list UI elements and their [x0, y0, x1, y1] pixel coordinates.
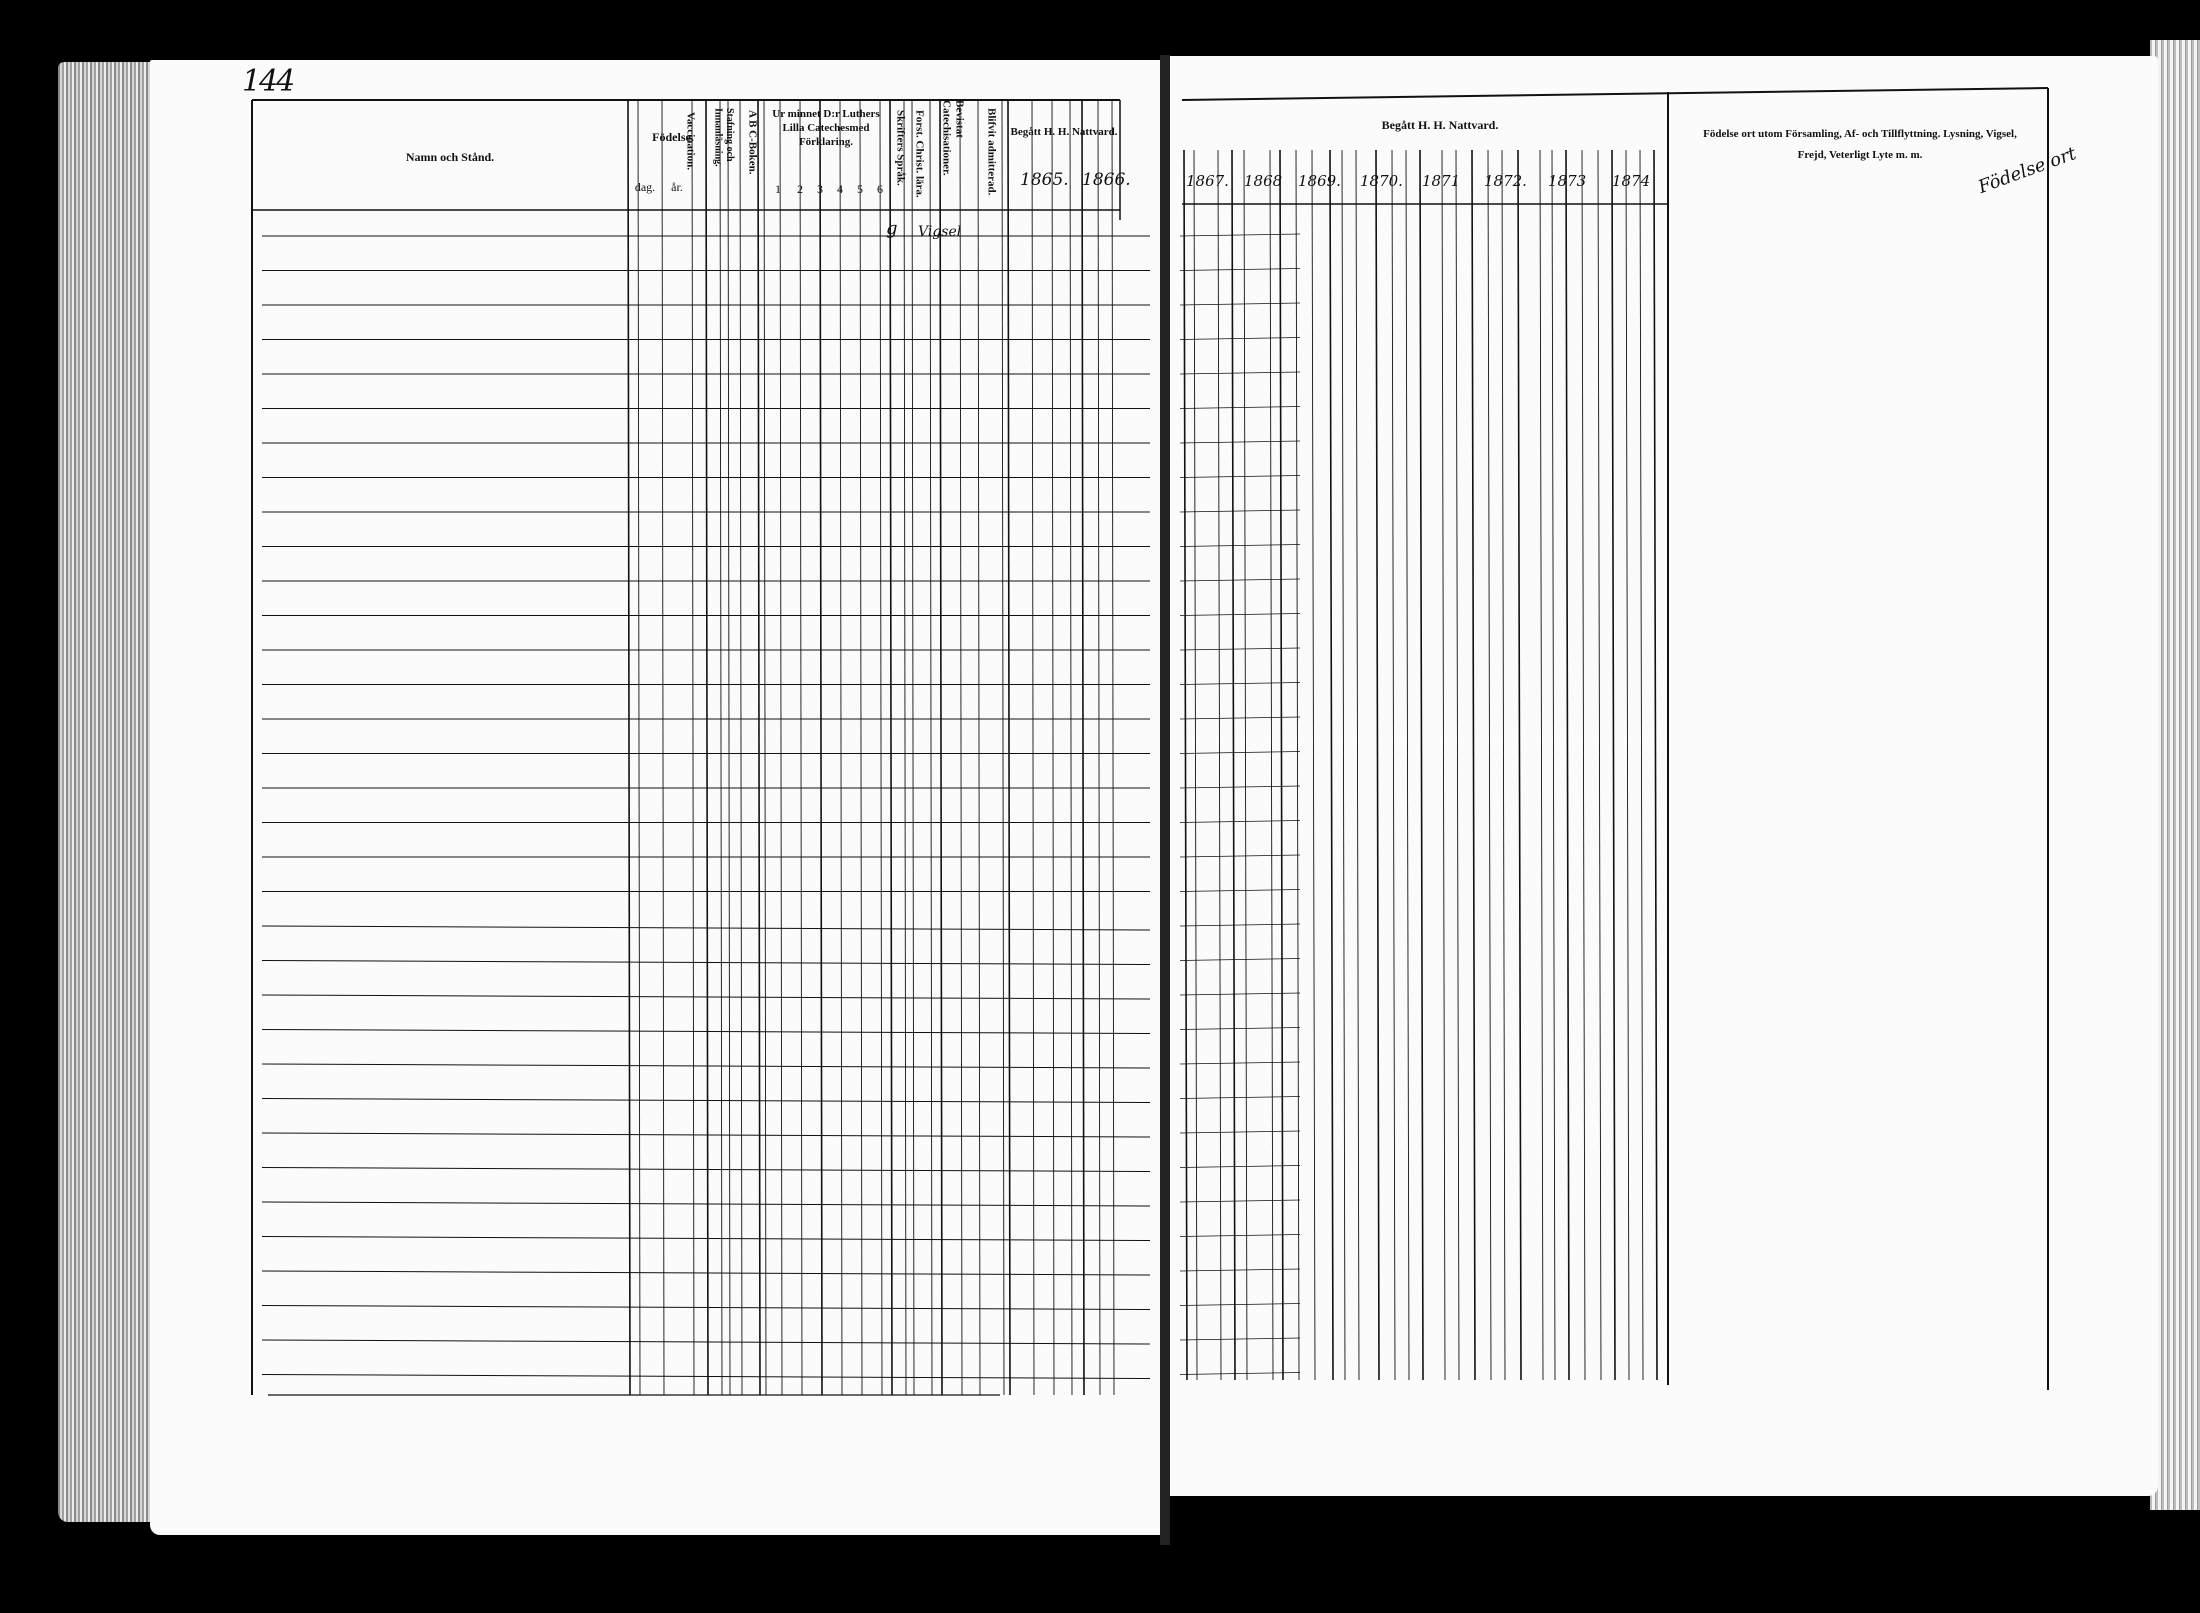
right-row-stub [1180, 372, 1300, 374]
right-row-stub [1180, 510, 1300, 512]
catechism-number: 6 [877, 182, 883, 196]
left-column-line [890, 100, 892, 1395]
right-column-line [1270, 150, 1273, 1380]
right-column-line [1612, 150, 1615, 1380]
left-column-line [638, 100, 640, 1395]
right-column-line [1598, 150, 1601, 1380]
header-reading: Stafning och Innanläsning. [712, 108, 735, 167]
left-row-line [262, 1271, 1150, 1275]
left-row-line [262, 1375, 1150, 1379]
left-column-line [628, 100, 630, 1395]
right-column-line [1244, 150, 1247, 1380]
year-label: 1873 [1548, 172, 1587, 190]
left-column-line [740, 100, 742, 1395]
header-abc-book: A B C-Boken. [746, 110, 759, 175]
left-column-line [692, 100, 694, 1395]
right-row-stub [1180, 269, 1300, 271]
right-column-line [1566, 150, 1569, 1380]
catechism-number: 3 [817, 182, 823, 196]
right-column-line [1420, 150, 1423, 1380]
handwritten-vigsel: Vigsel [918, 224, 962, 240]
year-label: 1870. [1360, 172, 1403, 190]
left-column-line [720, 100, 722, 1395]
left-column-line [978, 100, 980, 1395]
left-column-line [820, 100, 822, 1395]
left-row-line [262, 1030, 1150, 1034]
left-column-line [1098, 100, 1100, 1395]
header-birth-day: dag. [634, 180, 656, 194]
right-column-line [1342, 150, 1345, 1380]
right-row-stub [1180, 1373, 1300, 1375]
left-column-line [662, 100, 664, 1395]
right-row-stub [1180, 441, 1300, 443]
left-column-line [1070, 100, 1072, 1395]
left-row-line [262, 995, 1150, 999]
catechism-number: 5 [857, 182, 863, 196]
left-column-line [1082, 100, 1084, 1395]
left-column-line [1052, 100, 1054, 1395]
left-column-line [1112, 100, 1114, 1395]
catechism-number: 2 [797, 182, 803, 196]
header-communion-left: Begått H. H. Nattvard. [1010, 126, 1118, 138]
right-column-line [1376, 150, 1379, 1380]
year-label: 1867. [1186, 172, 1229, 190]
right-column-line [1472, 150, 1475, 1380]
left-column-line [1032, 100, 1034, 1395]
left-column-line [764, 100, 766, 1395]
right-column-line [1194, 150, 1197, 1380]
right-column-line [1518, 150, 1521, 1380]
catechism-number: 4 [837, 182, 843, 196]
right-row-stub [1180, 1304, 1300, 1306]
left-column-line [880, 100, 882, 1395]
left-column-line [840, 100, 842, 1395]
right-column-line [1232, 150, 1235, 1380]
right-column-line [1356, 150, 1359, 1380]
right-column-line [1488, 150, 1491, 1380]
year-label: 1874 [1612, 172, 1651, 190]
left-column-line [940, 100, 942, 1395]
header-catechism: Ur minnet D:r Luthers Lilla Catechesmed Förklaring. [772, 108, 880, 148]
right-column-line [1406, 150, 1409, 1380]
left-column-line [860, 100, 862, 1395]
left-column-line [1002, 100, 1004, 1395]
right-column-line [1640, 150, 1643, 1380]
left-column-line [960, 100, 962, 1395]
left-row-line [262, 1099, 1150, 1103]
right-column-line [1184, 150, 1187, 1380]
right-column-line [1442, 150, 1445, 1380]
right-column-line [1582, 150, 1585, 1380]
right-column-line [1540, 150, 1543, 1380]
right-table-top [1182, 88, 2048, 100]
right-column-line [1280, 150, 1283, 1380]
right-column-line [1330, 150, 1333, 1380]
left-column-line [780, 100, 782, 1395]
right-row-stub [1180, 338, 1300, 340]
header-catechisation: Bevistat Catechisationer. [940, 100, 966, 176]
right-column-line [1456, 150, 1459, 1380]
left-column-line [728, 100, 730, 1395]
right-row-stub [1180, 614, 1300, 616]
right-row-stub [1180, 303, 1300, 305]
right-column-line [1392, 150, 1395, 1380]
handwritten-note: Födelse ort [1975, 143, 2080, 198]
year-label: 1868 [1244, 172, 1283, 190]
header-admitted: Blifvit admitterad. [985, 108, 998, 196]
left-column-line [706, 100, 708, 1395]
header-christianity: Forst. Christ. lära. [913, 110, 926, 198]
right-column-line [1296, 150, 1299, 1380]
header-communion-right: Begått H. H. Nattvard. [1381, 118, 1499, 132]
right-column-line [1552, 150, 1555, 1380]
left-row-line [262, 1306, 1150, 1310]
right-column-line [1312, 150, 1315, 1380]
left-row-line [262, 1064, 1150, 1068]
right-row-stub [1180, 1338, 1300, 1340]
right-column-line [1502, 150, 1505, 1380]
left-page-grid [252, 100, 1150, 1395]
left-row-line [262, 1202, 1150, 1206]
year-label: 1872. [1484, 172, 1527, 190]
left-column-line [758, 100, 760, 1395]
right-row-stub [1180, 476, 1300, 478]
right-column-line [1218, 150, 1221, 1380]
catechism-number: 1 [775, 182, 781, 196]
right-column-line [1626, 150, 1629, 1380]
header-vaccination: Vaccination. [684, 112, 697, 170]
left-row-line [262, 1168, 1150, 1172]
left-column-line [930, 100, 932, 1395]
right-page-grid [1180, 88, 2048, 1390]
left-row-line [262, 926, 1150, 930]
left-row-line [262, 961, 1150, 965]
header-birth: Födelse. [652, 130, 694, 144]
left-row-line [262, 1340, 1150, 1344]
handwritten-mark: g [886, 218, 898, 239]
right-row-stub [1180, 545, 1300, 547]
right-row-stub [1180, 579, 1300, 581]
year-label: 1869. [1298, 172, 1341, 190]
left-column-line [912, 100, 914, 1395]
header-birth-year: år. [671, 180, 683, 194]
left-row-line [262, 1133, 1150, 1137]
header-remarks: Födelse ort utom Församling, Af- och Tillflyttning. Lysning, Vigsel, Frejd, Veterligt Lyte m. m. [1703, 128, 2017, 161]
year-label: 1871 [1422, 172, 1461, 190]
header-name-and-status: Namn och Stånd. [405, 150, 495, 164]
left-row-line [262, 1237, 1150, 1241]
right-column-line [1654, 150, 1657, 1380]
year-1865: 1865. [1020, 170, 1069, 190]
right-row-stub [1180, 407, 1300, 409]
left-column-line [904, 100, 906, 1395]
left-column-line [1008, 100, 1010, 1395]
right-row-stub [1180, 234, 1300, 236]
year-1866: 1866. [1082, 170, 1131, 190]
page-number: 144 [242, 64, 294, 99]
left-column-line [800, 100, 802, 1395]
header-writing: Skrifters Språk. [894, 110, 907, 186]
